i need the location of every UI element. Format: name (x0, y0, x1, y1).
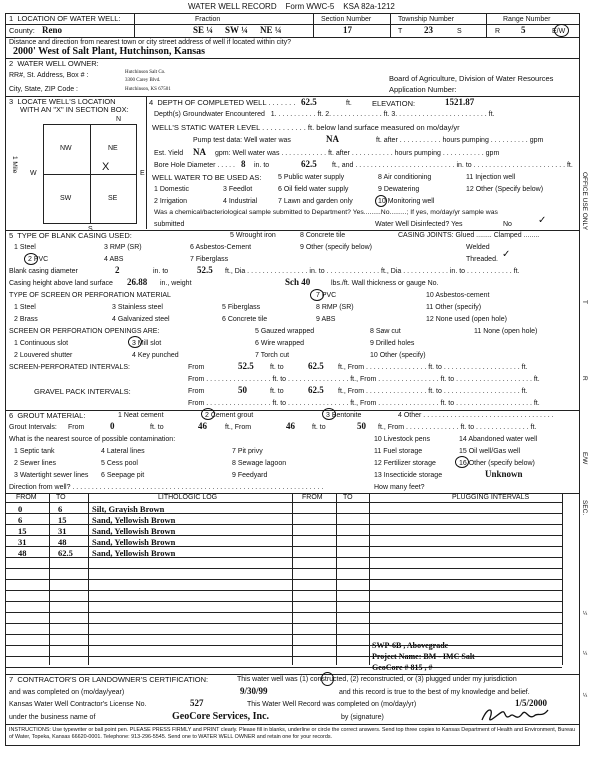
bore-to-value: 62.5 (301, 159, 317, 169)
instructions-text: INSTRUCTIONS: Use typewriter or ball point pen. PLEASE PRESS FIRMLY and PRINT clearly. Please fill in blanks, underline or circle the correct answers. Send top three copies to Kansas Department of Health and Environment, Bureau of Water, Topeka, Kansas 66620-0001. Telephone: 913-296-5545. Send one to WATER WELL OWNER and retain one for your records. (9, 727, 576, 740)
office-use-label: OFFICE USE ONLY (581, 172, 588, 231)
section-3-label: 3 LOCATE WELL'S LOCATION (9, 97, 116, 106)
owner-city: Hutchinson, KS 67501 (125, 87, 171, 92)
owner-name: Hutchinson Salt Co. (125, 70, 166, 75)
section-value: 17 (343, 25, 352, 35)
log-to-cell: 31 (58, 526, 67, 536)
distance-label: Distance and direction from nearest town or city street address of well if located within city? (9, 39, 292, 46)
grout-cement: 2 Cement grout (205, 412, 254, 419)
owner-address: 3300 Carey Blvd. (125, 78, 161, 83)
quarter-3: NE ¼ (260, 25, 282, 35)
log-desc-cell: Sand, Yellowish Brown (92, 515, 176, 525)
opening-mill-slot: 3 Mill slot (132, 340, 162, 347)
distance-value: 2000' West of Salt Plant, Hutchinson, Kansas (13, 46, 206, 57)
log-from-cell: 0 (18, 504, 23, 514)
county-label: County: (9, 26, 35, 35)
log-to-cell: 15 (58, 515, 67, 525)
casing-to: 52.5 (197, 265, 213, 275)
tick-3: ¼ (583, 693, 588, 699)
checkmark-threaded: ✓ (502, 249, 511, 260)
township-label: Township Number (398, 16, 455, 23)
log-to-cell: 62.5 (58, 548, 73, 558)
screen-pvc: 7 PVC (316, 292, 337, 299)
township-value: 23 (424, 25, 433, 35)
log-desc-cell: Sand, Yellowish Brown (92, 526, 176, 536)
bore-diameter-value: 8 (241, 159, 246, 169)
grout-from-2: 46 (286, 421, 295, 431)
license-number: 527 (190, 698, 204, 708)
section-2-label: 2 WATER WELL OWNER: (9, 59, 99, 68)
circle-cement-grout (201, 408, 215, 420)
circle-other (455, 456, 469, 468)
cert-line-1: This water well was (1) constructed, (2) reconstructed, or (3) plugged under my jurisdiction (237, 676, 517, 683)
log-from-cell: 48 (18, 548, 27, 558)
fraction-label: Fraction (195, 16, 221, 23)
log-from-cell: 6 (18, 515, 23, 525)
perf-from: 52.5 (238, 361, 254, 371)
circle-ew (554, 24, 569, 37)
quarter-1: SE ¼ (193, 25, 214, 35)
log-desc-cell: Sand, Yellowish Brown (92, 537, 176, 547)
circle-mill-slot (128, 336, 142, 348)
section-4-label: 4 DEPTH OF COMPLETED WELL . . . . . . . (149, 98, 296, 107)
form-title: WATER WELL RECORD Form WWC-5 KSA 82a-1212 (188, 2, 395, 11)
grout-from-1: 0 (110, 421, 115, 431)
county-value: Reno (42, 25, 62, 35)
groundwater-label: Depth(s) Groundwater Encountered 1. . . . . . . . . . . ft. 2. . . . . . . . . . . . . . ft. 3. . . . . . . . . . . . . . . . . . . . . . . . ft. (154, 111, 495, 118)
board-label: Board of Agriculture, Division of Water Resources (389, 74, 554, 83)
casing-diameter: 2 (115, 265, 120, 275)
checkmark-no: ✓ (538, 215, 547, 226)
application-number-label: Application Number: (389, 85, 457, 94)
note-1: SWP-6B , Abovegrade (372, 641, 449, 650)
signature-scribble (478, 704, 558, 726)
yield-value: NA (193, 147, 206, 157)
quarter-2: SW ¼ (225, 25, 248, 35)
note-3: GeoCore # 815 , # (372, 663, 433, 672)
range-value: 5 (521, 25, 526, 35)
log-desc-cell: Sand, Yellowish Brown (92, 548, 176, 558)
business-name: GeoCore Services, Inc. (172, 711, 270, 722)
log-desc-cell: Silt, Grayish Brown (92, 504, 165, 514)
circle-pvc-casing (24, 253, 38, 265)
section-6-label: 6 GROUT MATERIAL: (9, 411, 86, 420)
gravel-from: 50 (238, 385, 247, 395)
circle-pvc-screen (310, 289, 324, 301)
log-to-cell: 48 (58, 537, 67, 547)
contam-unknown: Unknown (485, 469, 523, 479)
log-to-cell: 6 (58, 504, 63, 514)
grout-bentonite: 3 Bentonite (326, 412, 362, 419)
casing-schedule: Sch 40 (285, 277, 311, 287)
casing-height: 26.88 (127, 277, 148, 287)
location-x-mark: X (102, 161, 110, 173)
section-5-label: 5 TYPE OF BLANK CASING USED: (9, 231, 132, 240)
log-from-cell: 15 (18, 526, 27, 536)
elevation-value: 1521.87 (445, 97, 475, 107)
perf-to: 62.5 (308, 361, 324, 371)
use-monitoring-well: 10 Monitoring well (378, 198, 435, 205)
grout-to-2: 50 (357, 421, 366, 431)
mile-label: 1 Mile (11, 156, 18, 174)
note-2: Project Name: BM - IMC Salt (372, 652, 475, 661)
section-7-label: 7 CONTRACTOR'S OR LANDOWNER'S CERTIFICATION: (9, 675, 209, 684)
grout-to-1: 46 (198, 421, 207, 431)
circle-bentonite (322, 408, 336, 420)
pump-test-label: Pump test data: Well water was (193, 137, 291, 144)
tick-1: ¼ (583, 611, 588, 617)
circle-monitoring (375, 195, 387, 207)
circle-constructed (321, 672, 334, 686)
range-ew: E/W (552, 28, 566, 35)
section-number-label: Section Number (321, 16, 372, 23)
depth-value: 62.5 (301, 97, 317, 107)
log-from-cell: 31 (18, 537, 27, 547)
static-level-label: WELL'S STATIC WATER LEVEL . . . . . . . . . . . ft. below land surface measured on mo/day/yr (152, 123, 460, 132)
range-label: Range Number (503, 16, 551, 23)
record-date: 1/5/2000 (515, 698, 548, 708)
tick-2: ¼ (583, 651, 588, 657)
section-1-label: 1 LOCATION OF WATER WELL: (9, 14, 121, 23)
contam-other: 16 Other (specify below) (459, 460, 535, 467)
casing-pvc: 2 PVC (28, 256, 49, 263)
gravel-to: 62.5 (308, 385, 324, 395)
chem-sample-label: Was a chemical/bacteriological sample submitted to Department? Yes.........No.........; If yes, mo/day/yr sample was (154, 209, 498, 216)
completion-date: 9/30/99 (240, 686, 268, 696)
